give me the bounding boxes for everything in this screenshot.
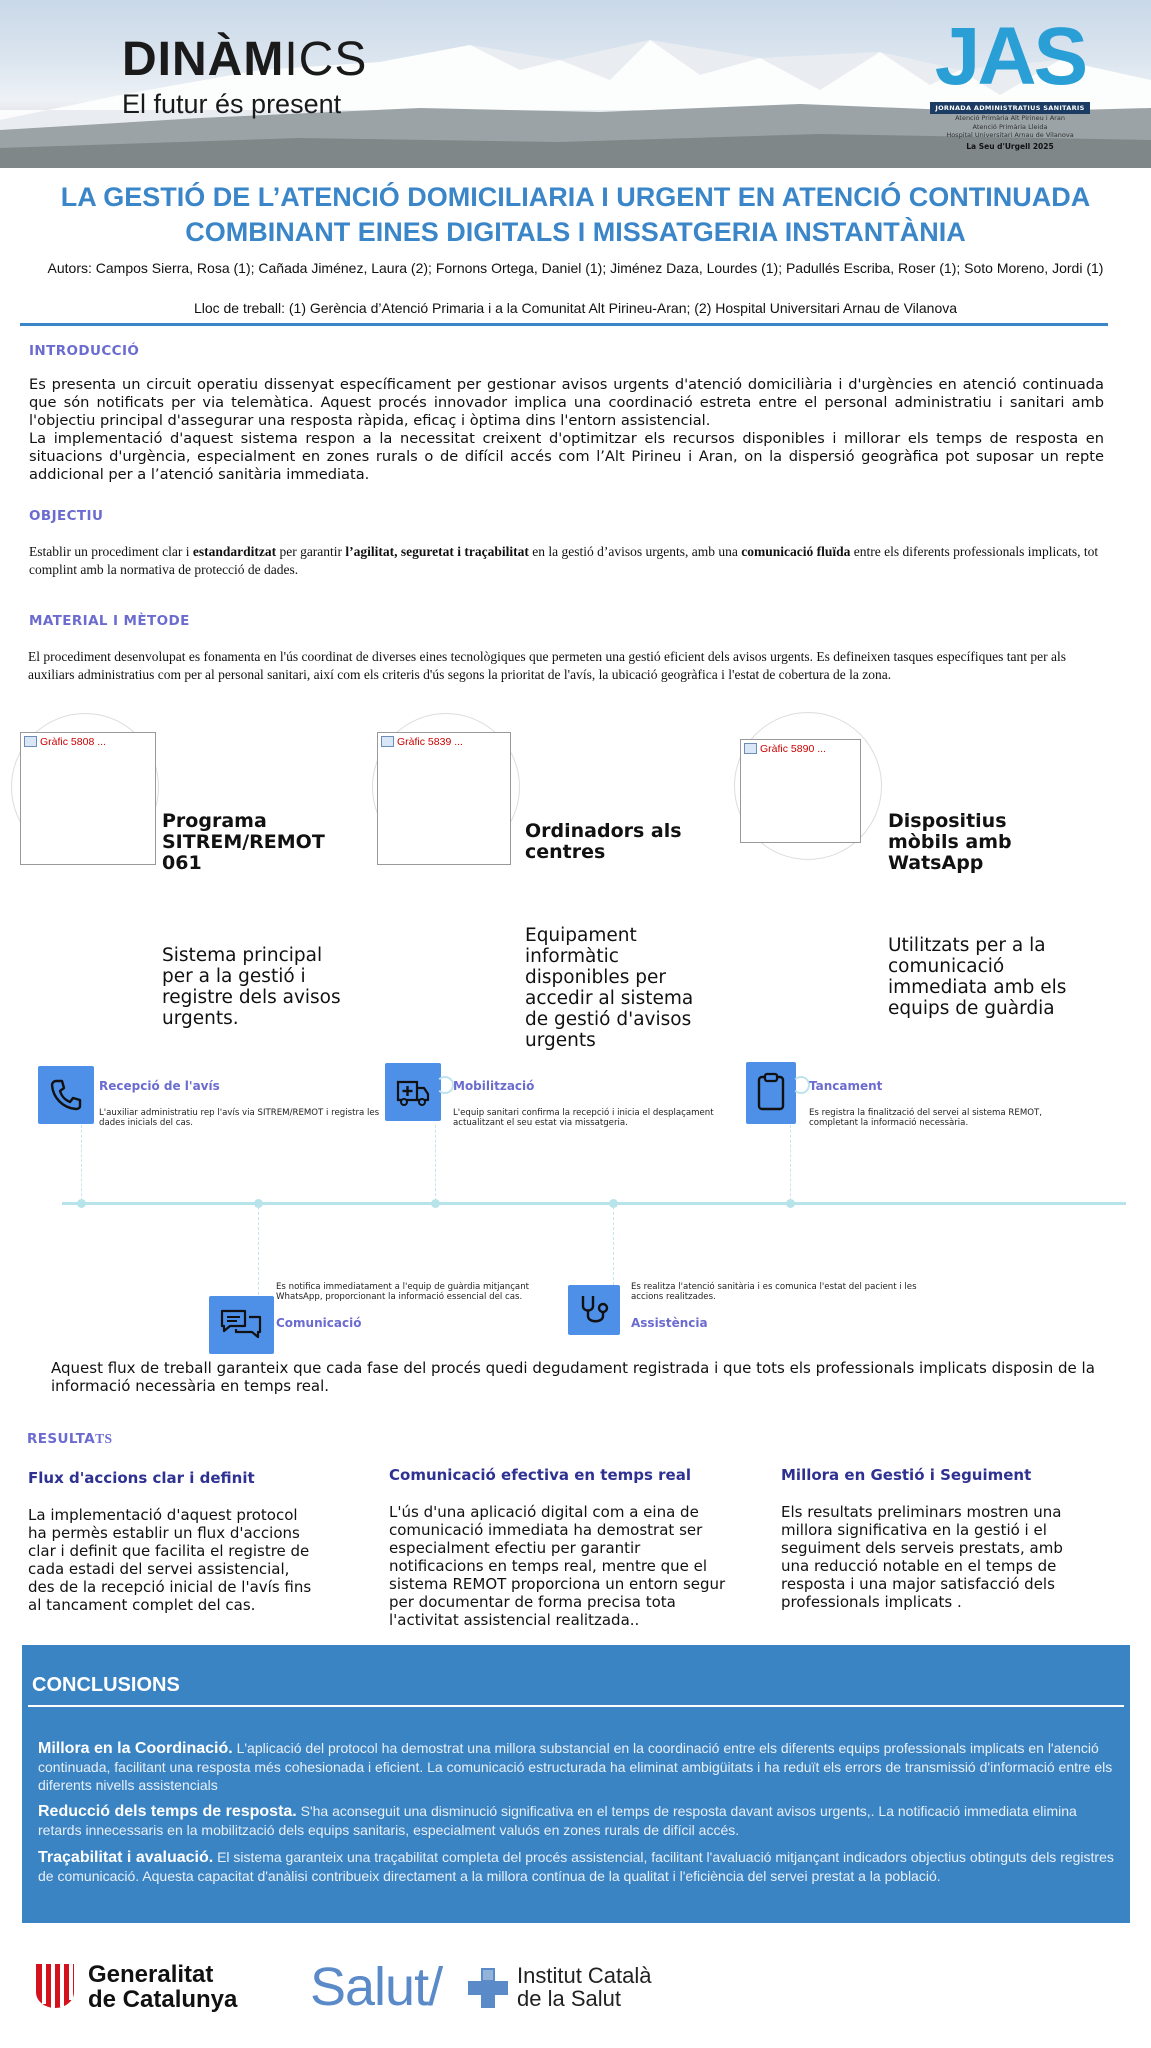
gencat-line-1: Generalitat bbox=[88, 1961, 214, 1988]
poster-title bbox=[0, 180, 1151, 250]
result-1-title: Flux d'accions clar i definit bbox=[28, 1469, 255, 1487]
tool-title-1: Programa SITREM/REMOT 061 bbox=[162, 810, 325, 874]
objective-text-3: en la gestió d’avisos urgents, amb una bbox=[528, 544, 742, 559]
timeline-step-3-desc: L'equip sanitari confirma la recepció i inicia el desplaçament actualitzant el seu estat via missatgeria. bbox=[453, 1108, 714, 1128]
chat-icon bbox=[219, 1307, 263, 1343]
tool-placeholder-2: Gràfic 5839 ... bbox=[397, 736, 463, 748]
timeline-step-4-desc: Es realitza l'atenció sanitària i es comunica l'estat del pacient i les accions realitzades. bbox=[631, 1282, 917, 1302]
objective-text-4: entre els diferents professionals implicats, tot complint amb la normativa de protecció de dades. bbox=[29, 544, 1099, 577]
conclusion-1-text: L'aplicació del protocol ha demostrat una millora substancial en la coordinació entre els diferents equips professionals implicats en l'atenció continuada, facilitant una resposta més cohesionada i eficient. La comunicació estructurada ha eliminat ambigüitats i ha reduït els errors de transmissió d'informació entre els diferents nivells assistencials bbox=[38, 1740, 1113, 1793]
conclusions-heading: CONCLUSIONS bbox=[32, 1674, 180, 1696]
timeline-step-3-ring bbox=[436, 1076, 454, 1094]
tool-title-2: Ordinadors als centres bbox=[525, 820, 682, 863]
ics-line-1: Institut Català bbox=[517, 1963, 652, 1988]
ics-line-2: de la Salut bbox=[517, 1986, 621, 2011]
title-line-1: LA GESTIÓ DE L’ATENCIÓ DOMICILIARIA I URGENT EN ATENCIÓ CONTINUADA bbox=[60, 182, 1091, 212]
title-divider bbox=[20, 323, 1108, 326]
timeline-step-2-desc: Es notifica immediatament a l'equip de guàrdia mitjançant WhatsApp, proporcionant la informació essencial del cas. bbox=[276, 1282, 530, 1302]
result-2-text: L'ús d'una aplicació digital com a eina de comunicació immediata ha demostrat ser especialment efectiu per garantir notificacions en temps real, mentre que el sistema REMOT proporciona un entorn segur per documentar de forma precisa tota l'activitat assistencial realitzada.. bbox=[389, 1503, 726, 1629]
jas-band: JORNADA ADMINISTRATIUS SANITARIS bbox=[930, 102, 1090, 114]
timeline-stem-1 bbox=[81, 1125, 82, 1201]
conclusion-2 bbox=[38, 1802, 1122, 1839]
intro-heading: INTRODUCCIÓ bbox=[29, 343, 140, 359]
jas-line-2: Atenció Primària Lleida bbox=[972, 122, 1048, 131]
authors: Autors: Campos Sierra, Rosa (1); Cañada Jiménez, Laura (2); Fornons Ortega, Daniel (1); Jiménez Daza, Lourdes (1); Padullés Escriba, Roser (1); Soto Moreno, Jordi (1) bbox=[47, 260, 1104, 276]
timeline-step-1-icon-box bbox=[38, 1066, 94, 1124]
tool-placeholder-3: Gràfic 5890 ... bbox=[760, 743, 826, 755]
timeline-axis bbox=[62, 1202, 1126, 1205]
workflow-note: Aquest flux de treball garanteix que cada fase del procés quedi degudament registrada i que tots els professionals implicats disposin de la informació necessària en temps real. bbox=[51, 1359, 1095, 1395]
ics-wordmark bbox=[517, 1964, 652, 2010]
salut-wordmark: Salut/ bbox=[310, 1957, 443, 2017]
result-2-title: Comunicació efectiva en temps real bbox=[389, 1466, 691, 1484]
timeline-stem-3 bbox=[435, 1125, 436, 1201]
jas-city: La Seu d'Urgell 2025 bbox=[966, 141, 1054, 151]
conclusions-panel bbox=[22, 1645, 1130, 1923]
gencat-line-2: de Catalunya bbox=[88, 1986, 238, 2013]
jas-line-3: Hospital Universitari Arnau de Vilanova bbox=[946, 131, 1074, 139]
objective-heading: OBJECTIU bbox=[29, 508, 104, 524]
brand-tagline: El futur és present bbox=[122, 89, 342, 119]
timeline-stem-4 bbox=[613, 1207, 614, 1295]
title-line-2: COMBINANT EINES DIGITALS I MISSATGERIA INSTANTÀNIA bbox=[185, 217, 966, 247]
objective-bold-2: l’agilitat, seguretat i traçabilitat bbox=[345, 544, 529, 559]
results-heading-part-2: TS bbox=[95, 1431, 113, 1446]
conclusion-3-lead: Traçabilitat i avaluació. bbox=[38, 1849, 214, 1866]
timeline-step-5-desc: Es registra la finalització del servei al sistema REMOT, completant la informació necessària. bbox=[809, 1108, 1042, 1128]
conclusion-2-text: S'ha aconseguit una disminució significativa en el temps de resposta davant avisos urgents,. La notificació immediata elimina retards innecessaris en la mobilització dels equips sanitaris, especialment valuós en zones rurals de difícil accés. bbox=[38, 1803, 1077, 1838]
health-cross-icon bbox=[466, 1966, 510, 2010]
objective-bold-1: estandarditzat bbox=[192, 544, 277, 559]
conclusion-2-lead: Reducció dels temps de resposta. bbox=[38, 1803, 297, 1820]
timeline-step-3-icon-box bbox=[385, 1063, 441, 1121]
timeline-step-4-title: Assistència bbox=[631, 1316, 708, 1330]
results-heading bbox=[27, 1431, 112, 1447]
timeline-step-1-desc: L'auxiliar administratiu rep l'avís via SITREM/REMOT i registra les dades inicials del cas. bbox=[99, 1108, 380, 1128]
conclusion-1 bbox=[38, 1739, 1122, 1794]
gencat-wordmark bbox=[88, 1962, 237, 2012]
tool-image-3 bbox=[740, 739, 861, 843]
tool-image-2 bbox=[377, 732, 511, 865]
header-banner bbox=[0, 0, 1151, 168]
timeline-stem-5 bbox=[790, 1125, 791, 1201]
phone-icon bbox=[48, 1077, 84, 1113]
method-heading: MATERIAL I MÈTODE bbox=[29, 613, 190, 629]
timeline-stem-2 bbox=[258, 1207, 259, 1295]
stethoscope-icon bbox=[577, 1293, 611, 1327]
timeline-step-2-icon-box bbox=[209, 1296, 274, 1354]
result-3-text: Els resultats preliminars mostren una millora significativa en la gestió i el seguiment dels serveis prestats, amb una reducció notable en el temps de resposta i una major satisfacció dels professionals implicats . bbox=[781, 1503, 1063, 1611]
timeline-step-1-title: Recepció de l'avís bbox=[99, 1079, 220, 1093]
brand-name-light: ICS bbox=[284, 33, 368, 86]
method-paragraph: El procediment desenvolupat es fonamenta en l'ús coordinat de diverses eines tecnològiques que permeten una gestió eficient dels avisos urgents. Es defineixen tasques específiques tant per als auxiliars administratius com per al personal sanitari, així com els criteris d'ús segons la prioritat de l'avís, la ubicació geogràfica i l'estat de cobertura de la zona. bbox=[28, 649, 1066, 682]
timeline-step-5-icon-box bbox=[746, 1062, 796, 1124]
tool-desc-2: Equipament informàtic disponibles per accedir al sistema de gestió d'avisos urgents bbox=[525, 925, 694, 1051]
results-heading-part-1: RESULTA bbox=[27, 1431, 96, 1447]
clipboard-icon bbox=[755, 1072, 787, 1112]
tool-desc-3: Utilitzats per a la comunicació immediata amb els equips de guàrdia bbox=[888, 935, 1067, 1019]
dinamics-logo bbox=[122, 32, 367, 120]
timeline-step-5-ring bbox=[792, 1076, 810, 1094]
tool-title-3: Dispositius mòbils amb WatsApp bbox=[888, 810, 1012, 874]
tool-image-1 bbox=[20, 732, 156, 865]
image-placeholder-icon bbox=[744, 743, 757, 754]
result-3-title: Millora en Gestió i Seguiment bbox=[781, 1466, 1032, 1484]
workplace: Lloc de treball: (1) Gerència d’Atenció Primaria i a la Comunitat Alt Pirineu-Aran; (2) Hospital Universitari Arnau de Vilanova bbox=[193, 300, 958, 316]
ambulance-icon bbox=[395, 1074, 431, 1110]
intro-paragraph-1: Es presenta un circuit operatiu dissenyat específicament per gestionar avisos urgents d'atenció domiciliària i d'urgències en atenció continuada que són notificats per via telemàtica. Aquest procés innovador implica una coordinació estreta entre el personal administratiu i sanitari amb l'objectiu principal d'assegurar una resposta ràpida, eficaç i òptima dins l'entorn assistencial. bbox=[29, 376, 1104, 429]
conclusion-1-lead: Millora en la Coordinació. bbox=[38, 1740, 233, 1757]
jas-event-logo bbox=[930, 11, 1090, 156]
objective-bold-3: comunicació fluïda bbox=[741, 544, 851, 559]
jas-letters: JAS bbox=[934, 11, 1086, 102]
conclusion-3 bbox=[38, 1848, 1122, 1885]
intro-paragraph-2: La implementació d'aquest sistema respon a la necessitat creixent d'optimitzar els recursos disponibles i millorar els temps de resposta en situacions d'urgència, especialment en zones rurals o de difícil accés com l’Alt Pirineu i Aran, on la dispersió geogràfica pot suposar un repte addicional per a l’atenció sanitària immediata. bbox=[29, 430, 1104, 483]
objective-paragraph bbox=[29, 543, 1104, 579]
conclusions-divider bbox=[28, 1705, 1124, 1707]
objective-text-1: Establir un procediment clar i bbox=[29, 544, 193, 559]
tool-placeholder-1: Gràfic 5808 ... bbox=[40, 736, 106, 748]
timeline-step-3-title: Mobilització bbox=[453, 1079, 535, 1093]
conclusion-3-text: El sistema garanteix una traçabilitat completa del procés assistencial, facilitant l'avaluació mitjançant indicadors objectius obtinguts dels registres de comunicació. Aquesta capacitat d'anàlisi contribueix directament a la millora contínua de la qualitat i l'eficiència del servei prestat a la població. bbox=[38, 1849, 1114, 1884]
timeline-step-4-icon-box bbox=[568, 1285, 620, 1335]
timeline-step-2-title: Comunicació bbox=[276, 1316, 362, 1330]
image-placeholder-icon bbox=[24, 736, 37, 747]
timeline-step-5-title: Tancament bbox=[809, 1079, 883, 1093]
brand-name-strong: DINÀM bbox=[122, 33, 285, 86]
jas-line-1: Atenció Primària Alt Pirineu i Aran bbox=[955, 114, 1065, 122]
objective-text-2: per garantir bbox=[276, 544, 346, 559]
image-placeholder-icon bbox=[381, 736, 394, 747]
tool-desc-1: Sistema principal per a la gestió i registre dels avisos urgents. bbox=[162, 945, 341, 1029]
result-1-text: La implementació d'aquest protocol ha permès establir un flux d'accions clar i definit que facilita el registre de cada estadi del servei assistencial, des de la recepció inicial de l'avís fins al tancament complet del cas. bbox=[28, 1506, 312, 1614]
gencat-senyera-icon bbox=[34, 1962, 76, 2010]
